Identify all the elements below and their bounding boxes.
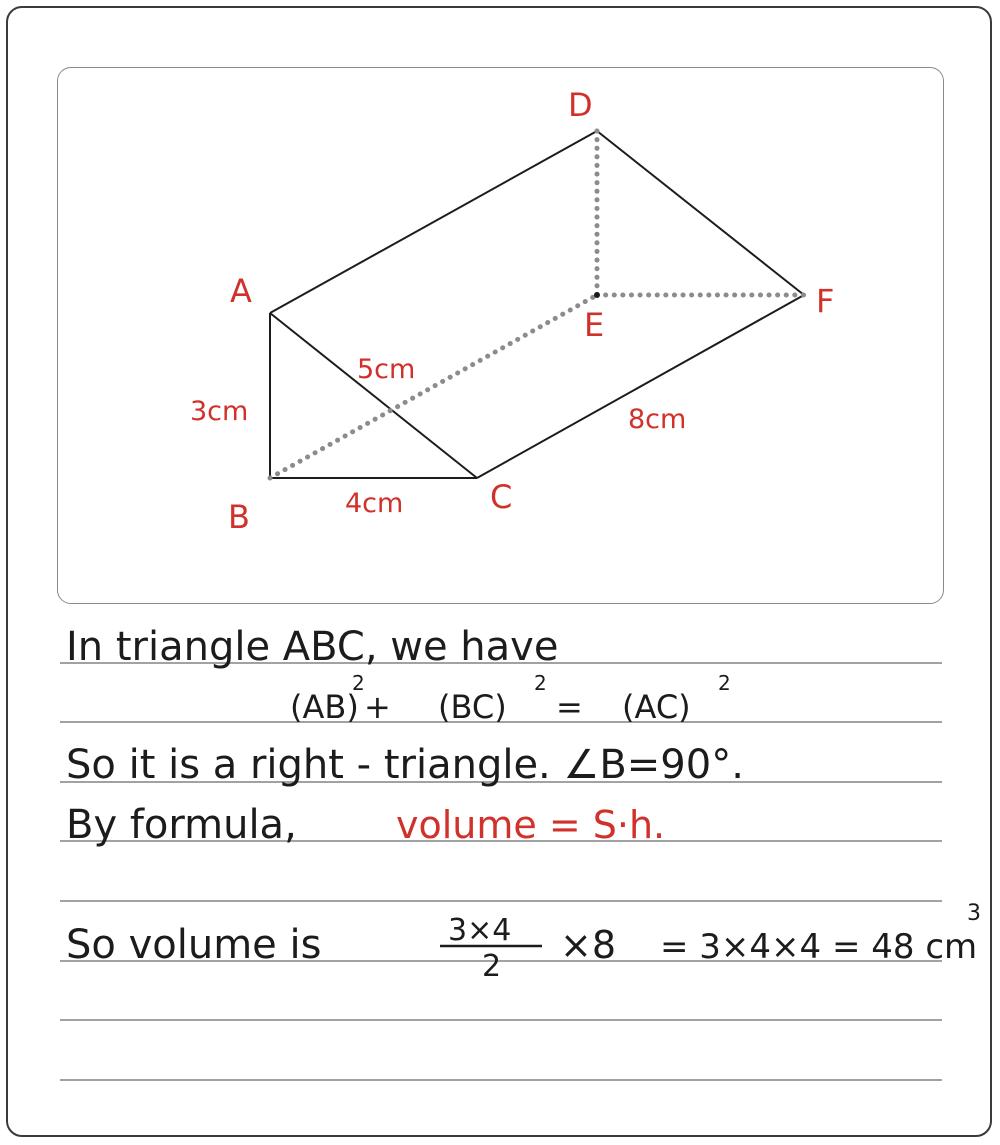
vertex-dot-e — [594, 292, 600, 298]
times-eight: ×8 — [560, 923, 617, 967]
volume-formula: volume = S·h. — [396, 803, 666, 847]
result-exponent: 3 — [967, 901, 981, 926]
edge-df — [597, 131, 804, 295]
solution-line-1: In triangle ABC, we have — [66, 624, 559, 670]
eq-ab-exp: 2 — [352, 671, 365, 695]
eq-ac-exp: 2 — [718, 671, 731, 695]
edge-ac — [270, 313, 477, 478]
eq-plus: + — [364, 688, 391, 726]
measure-ac: 5cm — [357, 354, 416, 385]
volume-result: = 3×4×4 = 48 cm — [660, 927, 978, 967]
vertex-label-d: D — [568, 86, 593, 124]
vertex-label-e: E — [584, 306, 605, 344]
pythagoras-equation — [290, 671, 731, 726]
solution-line-3: So it is a right - triangle. ∠B=90°. — [66, 742, 744, 788]
solution-line-5: So volume is — [66, 922, 322, 968]
edge-cf — [477, 295, 804, 478]
measure-ab: 3cm — [190, 396, 249, 427]
vertex-label-c: C — [490, 478, 513, 516]
eq-bc: (BC) — [438, 688, 507, 726]
solution-line-4: By formula, — [66, 802, 297, 848]
eq-ac: (AC) — [622, 688, 691, 726]
fraction-numerator: 3×4 — [448, 913, 512, 948]
volume-fraction — [440, 913, 542, 984]
triangular-prism — [270, 131, 804, 478]
vertex-label-b: B — [228, 498, 250, 536]
fraction-denominator: 2 — [482, 949, 502, 984]
measure-cf: 8cm — [628, 404, 687, 435]
measure-bc: 4cm — [345, 488, 404, 519]
hidden-edge-be — [270, 295, 597, 478]
edge-ad — [270, 131, 597, 313]
vertex-label-a: A — [230, 272, 252, 310]
vertex-label-f: F — [816, 282, 835, 320]
eq-bc-exp: 2 — [534, 671, 547, 695]
eq-equals: = — [556, 688, 583, 726]
eq-ab: (AB) — [290, 688, 359, 726]
